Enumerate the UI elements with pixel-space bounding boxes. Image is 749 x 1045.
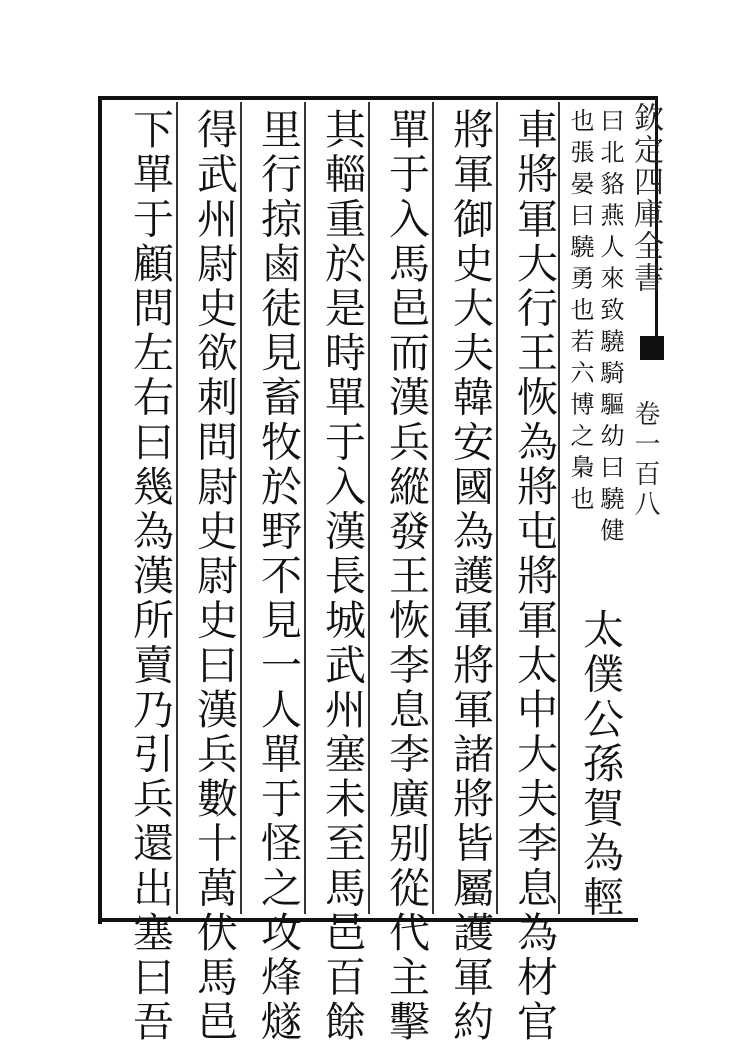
text-column-7: 下單于顧問左右曰幾為漢所賣乃引兵還出塞曰吾	[126, 108, 174, 1045]
text-column-3: 單于入馬邑而漢兵縱發王恢李息李廣别從代主擊	[382, 108, 430, 1045]
commentary-line-2: 也張晏曰驍勇也若六博之梟也	[566, 108, 594, 518]
text-column-5: 里行掠鹵徒見畜牧於野不見一人單于怪之攻烽燧	[254, 108, 302, 1045]
frame-left-border	[98, 96, 102, 924]
book-title-gutter: 欽定四庫全書	[628, 102, 663, 294]
volume-marker: 卷一百八	[630, 400, 660, 520]
frame-top-border	[98, 96, 658, 100]
column-divider	[240, 102, 242, 914]
text-column-6: 得武州尉史欲刺問尉史尉史曰漢兵數十萬伏馬邑	[190, 108, 238, 1045]
text-column-4: 其輜重於是時單于入漢長城武州塞未至馬邑百餘	[318, 108, 366, 1045]
fishtail-mark	[640, 336, 664, 360]
column-divider	[496, 102, 498, 914]
column-divider	[368, 102, 370, 914]
column-divider	[432, 102, 434, 914]
text-column-2: 將軍御史大夫韓安國為護軍將軍諸將皆屬護軍約	[446, 108, 494, 1045]
column-divider	[304, 102, 306, 914]
column-divider	[176, 102, 178, 914]
commentary-line-1: 曰北貉燕人來致驍騎驅幼曰驍健	[596, 108, 624, 549]
text-column-continuation: 太僕公孫賀為輕	[576, 608, 624, 921]
text-column-1: 車將軍大行王恢為將屯將軍太中大夫李息為材官	[510, 108, 558, 1045]
